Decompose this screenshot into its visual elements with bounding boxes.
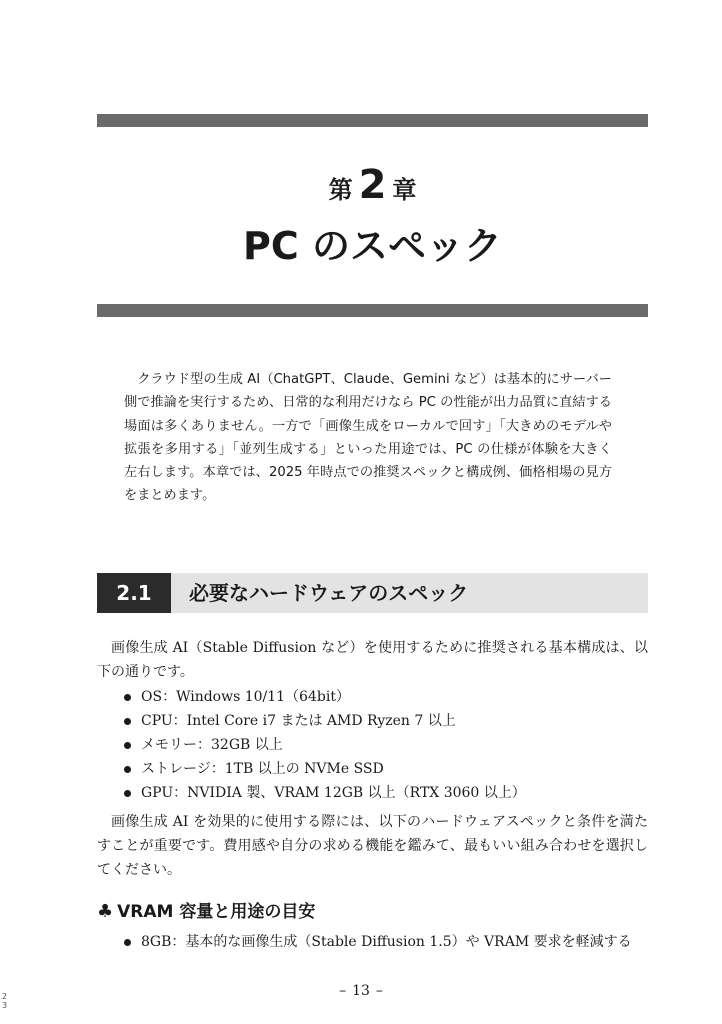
list-item: 8GB：基本的な画像生成（Stable Diffusion 1.5）や VRAM 要求を軽減する [121, 930, 632, 954]
page-dash-left: – [339, 983, 347, 999]
list-item: ストレージ：1TB 以上の NVMe SSD [121, 757, 526, 781]
page-dash-right: – [375, 983, 383, 999]
list-item: CPU：Intel Core i7 または AMD Ryzen 7 以上 [121, 709, 526, 733]
chapter-intro: クラウド型の生成 AI（ChatGPT、Claude、Gemini など）は基本的にサーバー側で推論を実行するため、日常的な利用だけなら PC の性能が出力品質に直結する場面は多くありません。一方で「画像生成をローカルで回す」「大きめのモデルや拡張を多用する」「並列生成する」といった用途では、PC の仕様が体験を大きく左右します。本章では、2025 年時点での推奨スペックと構成例、価格相場の見方をまとめます。 [124, 372, 612, 504]
list-item: メモリー：32GB 以上 [121, 733, 526, 757]
subsection-heading [97, 899, 315, 925]
chapter-prefix: 第 [328, 176, 353, 204]
section-number: 2.1 [97, 573, 171, 613]
subsection-title: VRAM 容量と用途の目安 [117, 902, 316, 922]
club-icon: ♣ [97, 901, 114, 922]
page-number [0, 980, 722, 1002]
spec-list [121, 685, 526, 805]
chapter-bottom-rule [97, 304, 648, 317]
section-paragraph-1: 画像生成 AI（Stable Diffusion など）を使用するために推奨される基本構成は、以下の通りです。 [97, 640, 648, 680]
chapter-title: PC のスペック [243, 224, 502, 268]
list-item: GPU：NVIDIA 製、VRAM 12GB 以上（RTX 3060 以上） [121, 781, 526, 805]
chapter-suffix: 章 [392, 176, 417, 204]
chapter-number [97, 160, 648, 215]
list-item: OS：Windows 10/11（64bit） [121, 685, 526, 709]
chapter-number-value: 2 [358, 162, 387, 208]
page-number-value: 13 [352, 983, 370, 999]
vram-usage-list [121, 930, 632, 954]
section-header [97, 573, 648, 613]
section-paragraph-2: 画像生成 AI を効果的に使用する際には、以下のハードウェアスペックと条件を満たすことが重要です。費用感や自分の求める機能を鑑みて、最もいい組み合わせを選択してください。 [97, 814, 648, 878]
chapter-top-rule [97, 114, 648, 127]
section-title: 必要なハードウェアのスペック [189, 581, 469, 605]
margin-mark: 23 [2, 992, 8, 1010]
